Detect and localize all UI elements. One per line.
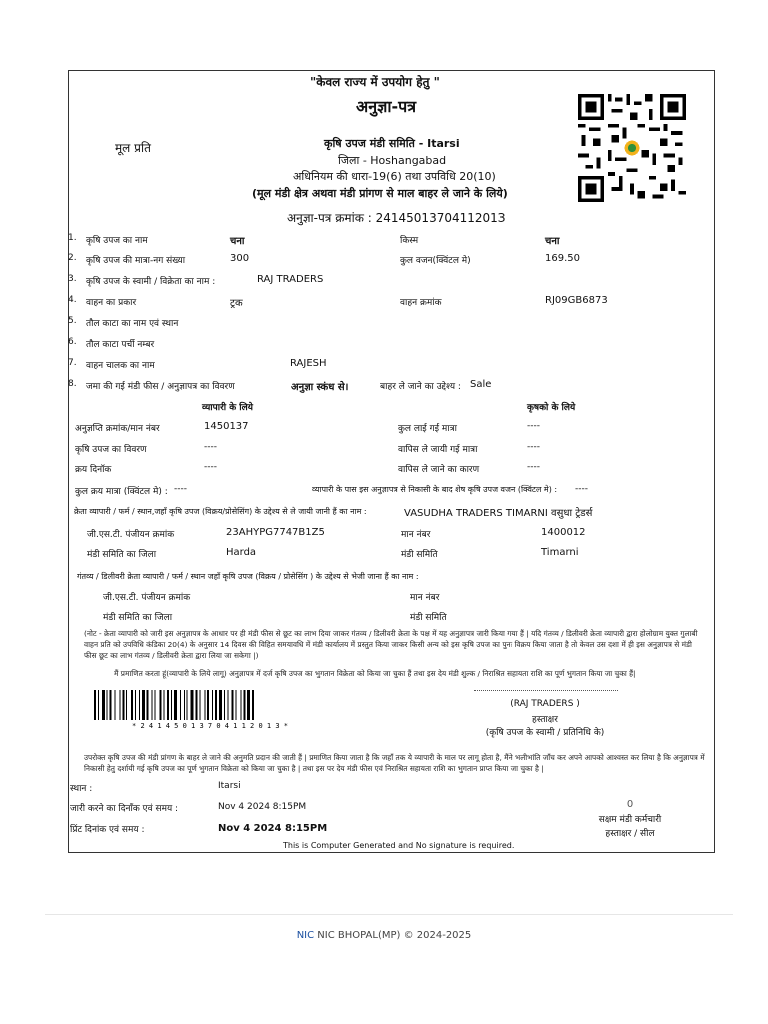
remaining-weight-label: व्यापारी के पास इस अनुज्ञापत्र से निकासी के बाद शेष कृषि उपज वजन (क्विंटल मे) : [312,485,558,494]
committee-name: कृषि उपज मंडी समिति - Itarsi [324,137,460,150]
govt-use-label: "केवल राज्य में उपयोग हेतु " [310,75,440,89]
weigh-slip-label: तौल काटा पर्ची नम्बर [86,340,155,350]
weighbridge-label: तौल काटा का नाम एवं स्थान [86,319,179,329]
vehicle-type-label: वाहन का प्रकार [86,298,137,308]
field-number: 2. [68,253,77,263]
buyer-district-label: मंडी समिति का जिला [87,550,157,560]
nic-link[interactable]: NIC [296,930,315,941]
buyer-gst-value: 23AHYPG7747B1Z5 [226,527,325,538]
barcode-bar [98,690,99,720]
total-purchase-value: ---- [174,484,187,494]
barcode-bar [196,690,198,720]
fee-details-label: जमा की गई मंडी फीस / अनुज्ञापत्र का विवरण [86,382,235,392]
barcode-bar [94,690,96,720]
returned-label: वापिस ले जायी गई मात्रा [398,445,478,455]
buyer-gst-label: जी.एस.टी. पंजीयन क्रमांक [87,530,175,540]
driver-name-label: वाहन चालक का नाम [86,361,155,371]
destination-mark-label: मान नंबर [410,593,440,603]
page-footer: NIC NIC BHOPAL(MP) © 2024-2025 [296,930,472,941]
officer-title: सक्षम मंडी कर्मचारी [598,815,662,825]
print-date-label: प्रिंट दिनांक एवं समय : [70,825,145,835]
buyer-label: क्रेता व्यापारी / फर्म / स्थान,जहॉं कृषि उपज (विक्रय/प्रोसेसिंग) के उद्देश्य से ले जायी जानी हैं का नाम : [74,507,367,516]
buyer-committee-value: Timarni [541,547,579,558]
copy-label: मूल प्रति [115,141,151,155]
owner-label: कृषि उपज के स्वामी / विक्रेता का नाम : [86,277,216,287]
issue-date-value: Nov 4 2024 8:15PM [218,802,307,812]
vehicle-number-label: वाहन क्रमांक [400,298,442,308]
barcode-bar [252,690,254,720]
barcode-bar [174,690,177,720]
owner-signature-label: हस्ताक्षर [532,715,558,725]
barcode-bar [180,690,181,720]
barcode-bar [110,690,112,720]
barcode-bar [199,690,200,720]
signature-line [474,690,618,691]
barcode-bar [131,690,133,720]
owner-signature-role: (कृषि उपज के स्वामी / प्रतिनिधि के) [485,728,605,738]
declaration-text: उपरोक्त कृषि उपज की मंडी प्रांगण के बाहर ले जाने की अनुमति प्रदान की जाती हैं | प्रमाणित किया जाता है कि जहॉं तक ये व्यापारी के माल पर लागू होता है, मैंने भलीभांति जॉंच कर अपने आपको आश्वस्त कर लिया है कि अनुज्ञापत्र में निकासी हेतु दर्शायी गई कृषि उपज का पूर्ण भुगतान विक्रेता को किया जा चुका है | तथा इस पर देय मंडी फीस एवं निराश्रित सहायता राशि का भुगतान प्राप्त किया जा चुका है | [84,753,705,773]
barcode-bar [135,690,136,720]
license-value: 1450137 [204,421,249,432]
barcode-bar [122,690,124,720]
barcode-bar [184,690,185,720]
purchase-date-label: क्रय दिनॉक [75,465,112,475]
produce-name-label: कृषि उपज का नाम [86,236,148,246]
field-number: 8. [68,379,77,389]
field-number: 5. [68,316,77,326]
barcode-bar [215,690,217,720]
total-brought-value: ---- [527,421,540,431]
barcode-bar [115,690,116,720]
driver-name-value: RAJESH [290,358,327,369]
barcode-bar [119,690,120,720]
vehicle-number-value: RJ09GB6873 [545,295,608,306]
destination-gst-label: जी.एस.टी. पंजीयन क्रमांक [103,593,191,603]
barcode-bar [224,690,225,720]
remaining-weight-value: ---- [575,484,588,494]
barcode-bar [102,690,105,720]
produce-desc-label: कृषि उपज का विवरण [75,445,147,455]
vehicle-type-value: ट्रक [230,298,243,309]
barcode-bar [240,690,241,720]
produce-name-value: चना [230,236,245,247]
destination-label: गंतव्य / डिलीवरी क्रेता व्यापारी / फर्म / स्थान जहॉं कृषि उपज (विक्रय / प्रोसेसिंग ) के उद्देश्य से भेजी जाना हैं का नाम : [77,572,419,581]
total-purchase-label: कुल क्रय मात्रा (क्विंटल मे) : [75,487,168,497]
barcode-digits: * 2 4 1 4 5 0 1 3 7 0 4 1 1 2 0 1 3 * [132,722,288,730]
field-number: 3. [68,274,77,284]
returned-value: ---- [527,442,540,452]
buyer-mark-value: 1400012 [541,527,586,538]
barcode-bar [107,690,108,720]
officer-signature-label: हस्ताक्षर / सील [605,829,655,839]
buyer-district-value: Harda [226,547,257,558]
destination-district-label: मंडी समिति का जिला [103,613,173,623]
purpose-value: Sale [470,379,492,390]
place-value: Itarsi [218,781,241,791]
barcode-bar [219,690,222,720]
quantity-label: कृषि उपज की मात्रा-नग संख्या [86,256,186,266]
officer-mark: 0 [626,799,634,810]
produce-desc-value: ---- [204,442,217,452]
barcode-bar [147,690,149,720]
license-label: अनुज्ञप्ति क्रमांक/मान नंबर [75,424,160,434]
purchase-date-value: ---- [204,462,217,472]
fee-details-value: अनुज्ञा स्कंध से। [291,382,349,393]
return-reason-label: वापिस ले जाने का कारण [398,465,480,475]
district-name: जिला - Hoshangabad [338,154,447,167]
field-number: 7. [68,358,77,368]
farmer-section-heading: कृषको के लिये [527,403,576,413]
variety-value: चना [545,236,560,247]
return-reason-value: ---- [527,462,540,472]
footer-divider [45,914,733,915]
barcode-bar [139,690,140,720]
barcode-bar [243,690,245,720]
field-number: 6. [68,337,77,347]
total-weight-label: कुल वजन(क्विंटल मे) [400,256,471,266]
total-weight-value: 169.50 [545,253,580,264]
quantity-value: 300 [230,253,250,264]
owner-signature-name: (RAJ TRADERS ) [510,699,580,709]
barcode-bar [159,690,161,720]
place-label: स्थान : [70,784,93,794]
barcode-bar [142,690,145,720]
destination-committee-label: मंडी समिति [410,613,447,623]
total-brought-label: कुल लाई गई मात्रा [398,424,457,434]
barcode-bar [212,690,213,720]
purpose-label: बाहर ले जाने का उद्देश्य : [380,382,461,392]
buyer-committee-label: मंडी समिति [401,550,438,560]
barcode-bar [228,690,229,720]
barcode-bar [152,690,153,720]
buyer-mark-label: मान नंबर [401,530,431,540]
barcode-bar [171,690,172,720]
barcode-bar [236,690,237,720]
barcode-bar [247,690,250,720]
buyer-name: VASUDHA TRADERS TIMARNI वसुधा ट्रेडर्स [404,508,593,519]
barcode-bar [126,690,127,720]
trader-section-heading: व्यापारी के लिये [202,403,253,413]
barcode-bar [191,690,194,720]
issue-date-label: जारी करने का दिनॉंक एवं समय : [70,804,179,814]
barcode-bar [167,690,169,720]
computer-generated-note: This is Computer Generated and No signature is required. [283,841,515,850]
exemption-note: (नोट - क्रेता व्यापारी को जारी इस अनुज्ञापत्र के आधार पर ही मंडी फीस से छूट का लाभ दिया जाकर गंतव्य / डिलीवरी क्रेता के पक्ष में यह अनुज्ञापत्र जारी किया गया हैं | यदि गंतव्य / डिलीवरी क्रेता व्यापारी द्वारा होलोग्राम युक्त गुलाबी वाहन प्रति को उपविधि कंडिका 20(4) के अनुसार 14 दिवस की विहित समयावधि में मंडी कार्यालय में प्रस्तुत किया जाकर किसी अन्य को इस कृषि उपज का पुनः विक्रय किया जाता है तो केवल उस दशा में ही इस अनुज्ञापत्र से मंडी फीस छूट का लाभ गंतव्य / डिलीवरी क्रेता द्वारा लिया जा सकेगा |) [84,629,698,660]
owner-value: RAJ TRADERS [257,274,324,285]
barcode-bar [232,690,234,720]
field-number: 1. [68,233,77,243]
qr-code [578,94,686,202]
page-title: अनुज्ञा-पत्र [356,97,417,116]
variety-label: किस्म [400,236,419,246]
barcode [94,690,326,730]
permit-purpose: (मूल मंडी क्षेत्र अथवा मंडी प्रांगण से माल बाहर ले जाने के लिये) [252,187,508,200]
barcode-bar [163,690,164,720]
payment-certification: मैं प्रमाणित करता हूं(व्यापारी के लिये लागू) अनुज्ञापत्र में दर्ज कृषि उपज का भुगतान विक्रेता को किया जा चुका हैं तथा इस देय मंडी शुल्क / निराश्रित सहायता राशि का पूर्ण भुगतान किया जा चुका हैं| [114,669,636,678]
print-date-value: Nov 4 2024 8:15PM [218,823,328,834]
barcode-bar [187,690,188,720]
barcode-bar [204,690,205,720]
field-number: 4. [68,295,77,305]
permit-number: अनुज्ञा-पत्र क्रमांक : 2414501370411201З [287,211,506,225]
barcode-bar [155,690,156,720]
barcode-bar [207,690,209,720]
act-reference: अधिनियम की धारा-19(6) तथा उपविधि 20(10) [293,170,496,183]
